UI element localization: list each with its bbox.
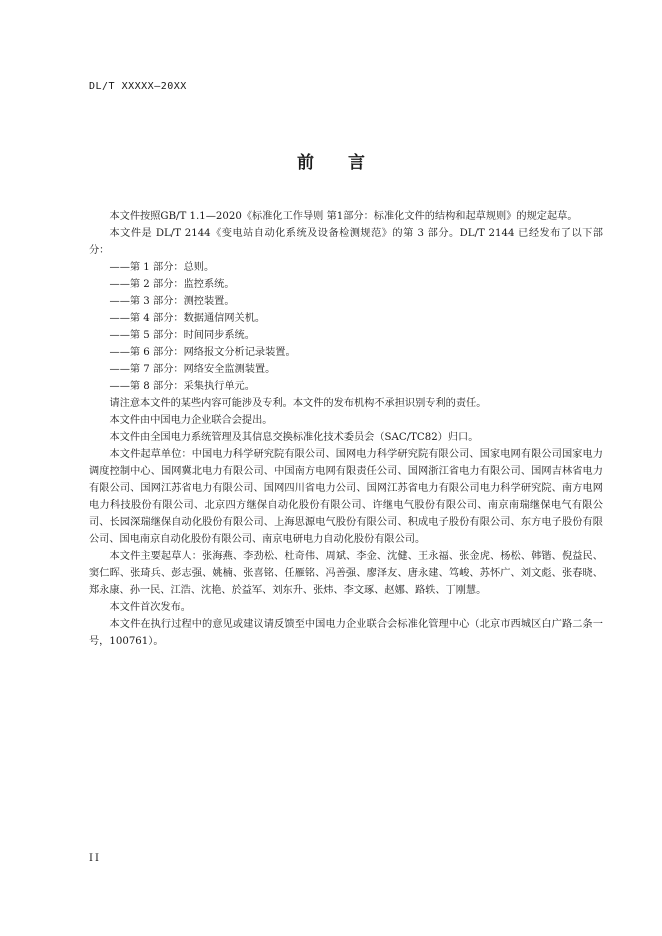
- paragraph-drafters: 本文件主要起草人：张海燕、李劲松、杜奇伟、周斌、李金、沈健、王永福、张金虎、杨松、韩锴、倪益民、窦仁晖、张琦兵、彭志强、姚楠、张喜铭、任雁铭、冯善强、廖泽友、唐永建、笃峻、苏怀广、刘文彪、张春晓、郑永康、孙一民、江浩、沈艳、於益军、刘东升、张炜、李文琢、赵娜、路轶、丁刚慧。: [89, 551, 603, 596]
- paragraph-feedback: 本文件在执行过程中的意见或建议请反馈至中国电力企业联合会标准化管理中心（北京市西城区白广路二条一号，100761）。: [89, 619, 603, 647]
- foreword-body: [89, 208, 603, 650]
- list-item: ——第 6 部分：网络报文分析记录装置。: [109, 347, 296, 358]
- list-item: ——第 5 部分：时间同步系统。: [109, 330, 255, 341]
- list-item: ——第 4 部分：数据通信网关机。: [109, 313, 266, 324]
- paragraph-series-intro: 本文件是 DL/T 2144《变电站自动化系统及设备检测规范》的第 3 部分。DL/T 2144 已经发布了以下部分：: [89, 228, 603, 256]
- list-item: ——第 8 部分：采集执行单元。: [109, 381, 255, 392]
- page-number: II: [89, 853, 101, 864]
- paragraph-proposer: 本文件由中国电力企业联合会提出。: [109, 415, 273, 426]
- title-char-2: 言: [348, 153, 365, 173]
- list-item: ——第 7 部分：网络安全监测装置。: [109, 364, 276, 375]
- list-item: ——第 3 部分：测控装置。: [109, 296, 235, 307]
- paragraph-committee: 本文件由全国电力系统管理及其信息交换标准化技术委员会（SAC/TC82）归口。: [109, 432, 479, 443]
- list-item: ——第 1 部分：总则。: [109, 262, 215, 273]
- parts-list: [89, 259, 603, 395]
- page-title: [0, 148, 662, 173]
- paragraph-drafting-units: 本文件起草单位：中国电力科学研究院有限公司、国网电力科学研究院有限公司、国家电网有限公司国家电力调度控制中心、国网冀北电力有限公司、中国南方电网有限责任公司、国网浙江省电力有限公司、国网吉林省电力有限公司、国网江苏省电力有限公司、国网四川省电力公司、国网江苏省电力有限公司电力科学研究院、南方电网电力科技股份有限公司、北京四方继保自动化股份有限公司、许继电气股份有限公司、南京南瑞继保电气有限公司、长园深瑞继保自动化股份有限公司、上海思源电气股份有限公司、积成电子股份有限公司、东方电子股份有限公司、国电南京自动化股份有限公司、南京电研电力自动化股份有限公司。: [89, 449, 603, 545]
- paragraph-patent-notice: 请注意本文件的某些内容可能涉及专利。本文件的发布机构不承担识别专利的责任。: [109, 398, 487, 409]
- document-code: DL/T XXXXX—20XX: [89, 81, 187, 92]
- title-char-1: 前: [297, 153, 314, 173]
- paragraph-first-release: 本文件首次发布。: [109, 602, 191, 613]
- list-item: ——第 2 部分：监控系统。: [109, 279, 235, 290]
- paragraph-drafting-rules: 本文件按照GB/T 1.1—2020《标准化工作导则 第1部分：标准化文件的结构和起草规则》的规定起草。: [109, 211, 578, 222]
